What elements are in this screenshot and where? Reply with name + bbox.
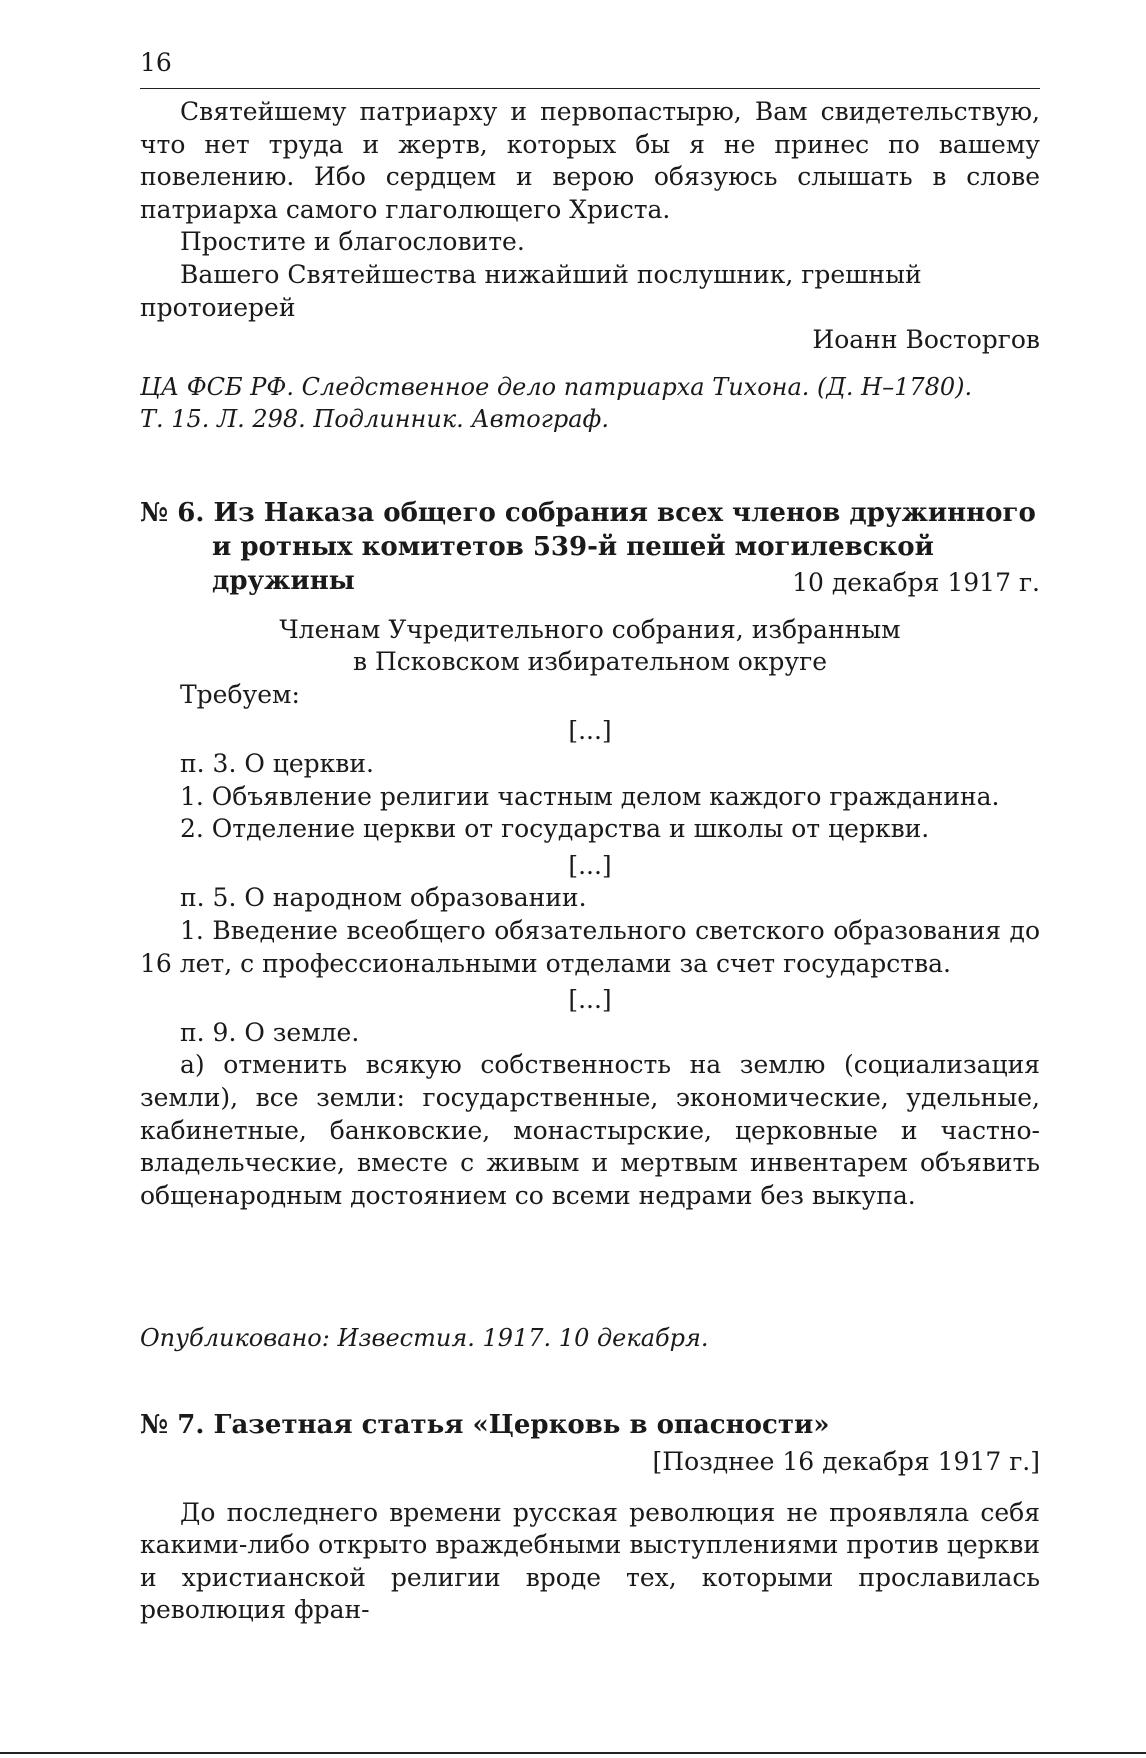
doc6-p9-title: п. 9. О земле. [180, 1017, 360, 1047]
doc5-farewell: Простите и благословите. [180, 227, 525, 257]
doc6-p9-item-a: а) отменить всякую собственность на землю (социализация земли), все земли: государственные, экономические, удельные, кабинетные, банковские, монастырские, церковные и частно-владельческие, вместе с живым и мертвым инвентарем объявить общенародным достоянием со всеми недрами без выкупа. [140, 1050, 1040, 1210]
doc5-source-line1: ЦА ФСБ РФ. Следственное дело патриарха Тихона. (Д. Н–1780). [140, 373, 973, 401]
bottom-edge-rule [0, 1752, 1146, 1754]
doc5-tail [140, 96, 1040, 357]
doc6-source: Опубликовано: Известия. 1917. 10 декабря. [140, 1324, 709, 1352]
doc6-body [140, 567, 1040, 1212]
doc6-demand: Требуем: [180, 679, 300, 709]
doc6-heading-line2: и ротных комитетов 539-й пешей могилевской дружины [212, 532, 934, 596]
header-rule [140, 88, 1040, 89]
doc6-source-block [140, 1322, 1040, 1354]
doc6-p5-title: п. 5. О народном образовании. [180, 883, 587, 913]
doc5-source-line2: Т. 15. Л. 298. Подлинник. Автограф. [140, 405, 609, 433]
doc7-date: [Позднее 16 декабря 1917 г.] [652, 1447, 1040, 1476]
doc6-addressee-line2: в Псковском избирательном округе [352, 647, 828, 677]
doc7-heading: № 7. Газетная статья «Церковь в опасности» [140, 1410, 830, 1440]
doc6-addressee-line1: Членам Учредительного собрания, избранным [279, 614, 901, 644]
doc6-heading-line1: № 6. Из Наказа общего собрания всех членов дружинного [140, 498, 1036, 528]
doc6-p3-item1: 1. Объявление религии частным делом каждого гражданина. [180, 781, 1000, 811]
omission-mark: [...] [568, 985, 612, 1015]
doc5-closing: Вашего Святейшества нижайший послушник, грешный протоиерей [140, 259, 922, 322]
doc6-p3-title: п. 3. О церкви. [180, 748, 374, 778]
doc5-paragraph: Святейшему патриарху и первопастырю, Вам свидетельствую, что нет труда и жертв, которых бы я не принес по вашему повелению. Ибо сердцем и верою обязуюсь слышать в слове патриарха самого глаголющего Христа. [140, 97, 1040, 224]
doc7-block [140, 1408, 1040, 1627]
doc6-p3-item2: 2. Отделение церкви от государства и школы от церкви. [180, 814, 930, 844]
doc6-p5-item1: 1. Введение всеобщего обязательного светского образования до 16 лет, с профессиональными отделами за счет государства. [140, 915, 1040, 978]
doc5-source [140, 371, 1040, 435]
doc5-signature: Иоанн Восторгов [812, 325, 1040, 355]
omission-mark: [...] [568, 850, 612, 880]
page-number: 16 [140, 48, 172, 77]
doc7-paragraph: До последнего времени русская революция не проявляла себя какими-либо открыто враждебными выступлениями против церкви и христианской религии вроде тех, которыми прославилась революция фран- [140, 1497, 1040, 1625]
omission-mark: [...] [568, 716, 612, 746]
doc6-date: 10 декабря 1917 г. [792, 568, 1040, 597]
